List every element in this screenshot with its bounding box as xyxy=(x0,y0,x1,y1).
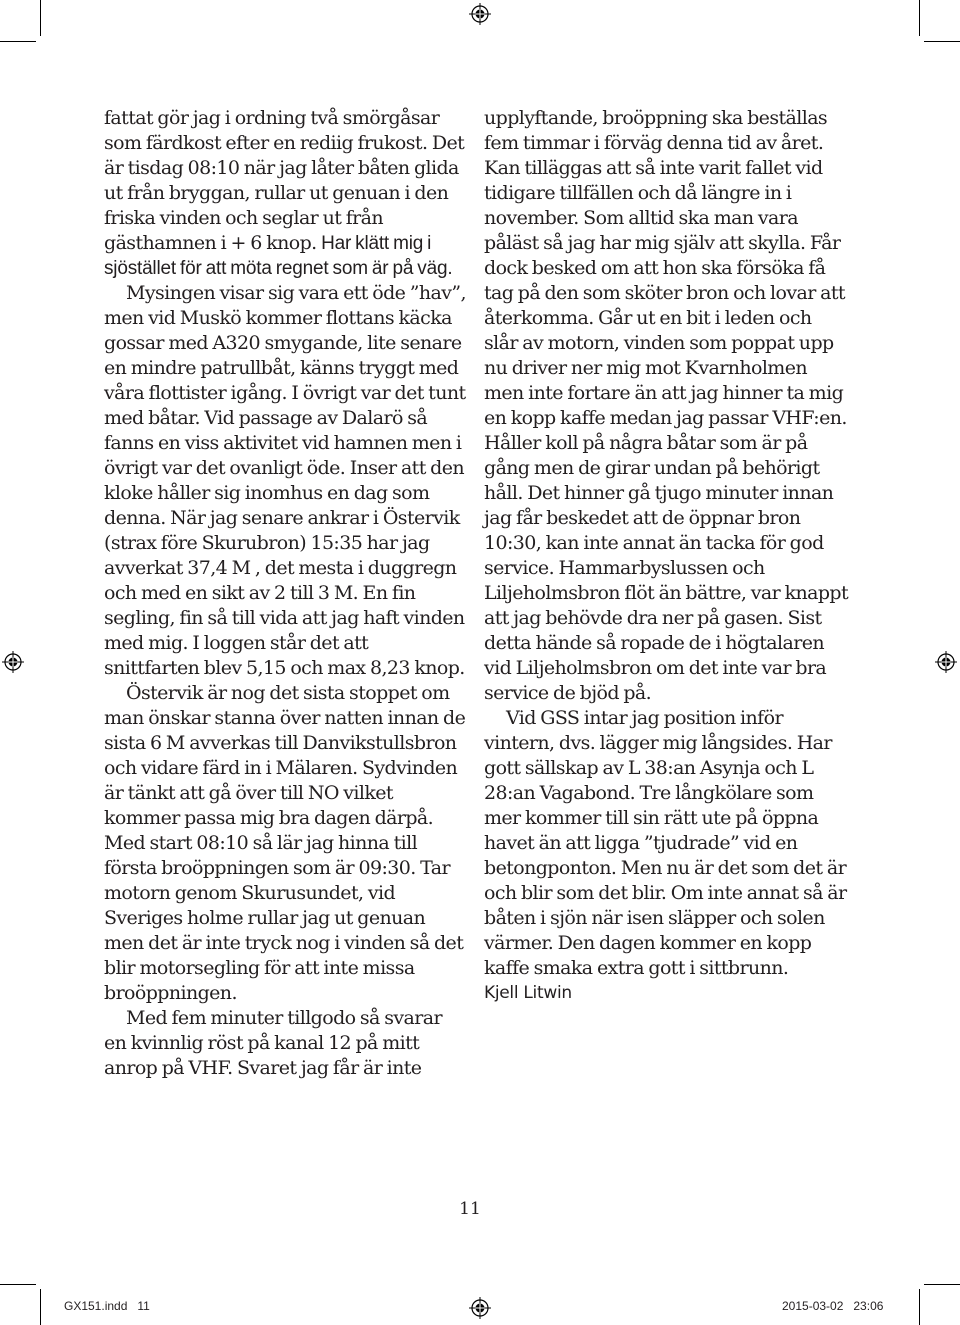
slug-timestamp: 2015-03-02 23:06 xyxy=(782,1299,884,1313)
article-column-right xyxy=(484,106,849,1006)
registration-mark-top-icon xyxy=(469,3,491,25)
paragraph-1 xyxy=(104,106,466,281)
page-number: 11 xyxy=(459,1199,481,1219)
registration-mark-bottom-icon xyxy=(469,1297,491,1319)
crop-mark-bottom-right-vertical xyxy=(919,1289,920,1325)
crop-mark-bottom-left xyxy=(0,1284,36,1285)
crop-mark-bottom-right xyxy=(924,1284,960,1285)
crop-mark-top-right-vertical xyxy=(919,0,920,36)
crop-mark-top-left xyxy=(0,41,36,42)
author-signature: Kjell Litwin xyxy=(484,983,572,1003)
paragraph-6: Vid GSS intar jag position inför vintern, dvs. lägger mig långsides. Har gott sällskap av L 38:an Asynja och L 28:an Vagabond. Tre långkölare som mer kommer till sin rätt ute på öppna havet än att ligga ”tjudrade” vid en betongponton. Men nu är det som det är och blir som det blir. Om inte annat så är båten i sjön när isen släpper och solen värmer. Den dagen kommer en kopp kaffe smaka extra gott i sittbrunn. xyxy=(484,707,847,979)
crop-mark-bottom-left-vertical xyxy=(40,1289,41,1325)
registration-mark-left-icon xyxy=(2,651,24,673)
registration-mark-right-icon xyxy=(935,651,957,673)
paragraph-2: Mysingen visar sig vara ett öde ”hav”, men vid Muskö kommer flottans käcka gossar med A320 smygande, lite senare en mindre patrullbåt, känns tryggt med våra flottister igång. I övrigt var det tunt med båtar. Vid passage av Dalarö så fanns en viss aktivitet vid hamnen men i övrigt var det ovanligt öde. Inser att den kloke håller sig inomhus en dag som denna. När jag senare ankrar i Östervik (strax före Skurubron) 15:35 har jag avverkat 37,4 M , det mesta i duggregn och med en sikt av 2 till 3 M. En fin segling, fin så till vida att jag haft vinden med mig. I loggen står det att snittfarten blev 5,15 och max 8,23 knop. xyxy=(104,282,466,679)
slug-file-name: GX151.indd 11 xyxy=(64,1299,150,1313)
paragraph-4: Med fem minuter tillgodo så svarar en kvinnlig röst på kanal 12 på mitt anrop på VHF. Svaret jag får är inte xyxy=(104,1007,442,1079)
paragraph-1-sans-text: Har klätt mig i sjöstället för att möta regnet som är på väg. xyxy=(104,233,453,279)
paragraph-1-text: fattat gör jag i ordning två smörgåsar som färdkost efter en rediig frukost. Det är tisdag 08:10 när jag låter båten glida ut från bryggan, rullar ut genuan i den friska vinden och seglar ut från gästhamnen i + 6 knop. xyxy=(104,107,465,254)
article-column-left xyxy=(104,106,466,1081)
crop-mark-top-right xyxy=(924,41,960,42)
paragraph-3: Östervik är nog det sista stoppet om man önskar stanna över natten innan de sista 6 M avverkas till Danvikstullsbron och vidare färd in i Mälaren. Sydvinden är tänkt att gå över till NO vilket kommer passa mig bra dagen därpå. Med start 08:10 så lär jag hinna till första broöppningen som är 09:30. Tar motorn genom Skurusundet, vid Sveriges holme rullar jag ut genuan men det är inte tryck nog i vinden så det blir motorsegling för att inte missa broöppningen. xyxy=(104,682,466,1004)
paragraph-5: upplyftande, broöppning ska beställas fem timmar i förväg denna tid av året. Kan tilläggas att så inte varit fallet vid tidigare tillfällen och då längre in i november. Som alltid ska man vara påläst så jag har mig själv att skylla. Får dock besked om att hon ska försöka få tag på den som sköter bron och lovar att återkomma. Går ut en bit i leden och slår av motorn, vinden som poppat upp nu driver ner mig mot Kvarnholmen men inte fortare än att jag hinner ta mig en kopp kaffe medan jag passar VHF:en. Håller koll på några båtar som är på gång men de girar undan på behörigt håll. Det hinner gå tjugo minuter innan jag får beskedet att de öppnar bron 10:30, kan inte annat än tacka för god service. Hammarbyslussen och Liljeholmsbron flöt än bättre, var knappt att jag behövde dra ner på gasen. Sist detta hände så ropade de i högtalaren vid Liljeholmsbron om det inte var bra service de bjöd på. xyxy=(484,107,849,704)
crop-mark-top-left-vertical xyxy=(40,0,41,36)
